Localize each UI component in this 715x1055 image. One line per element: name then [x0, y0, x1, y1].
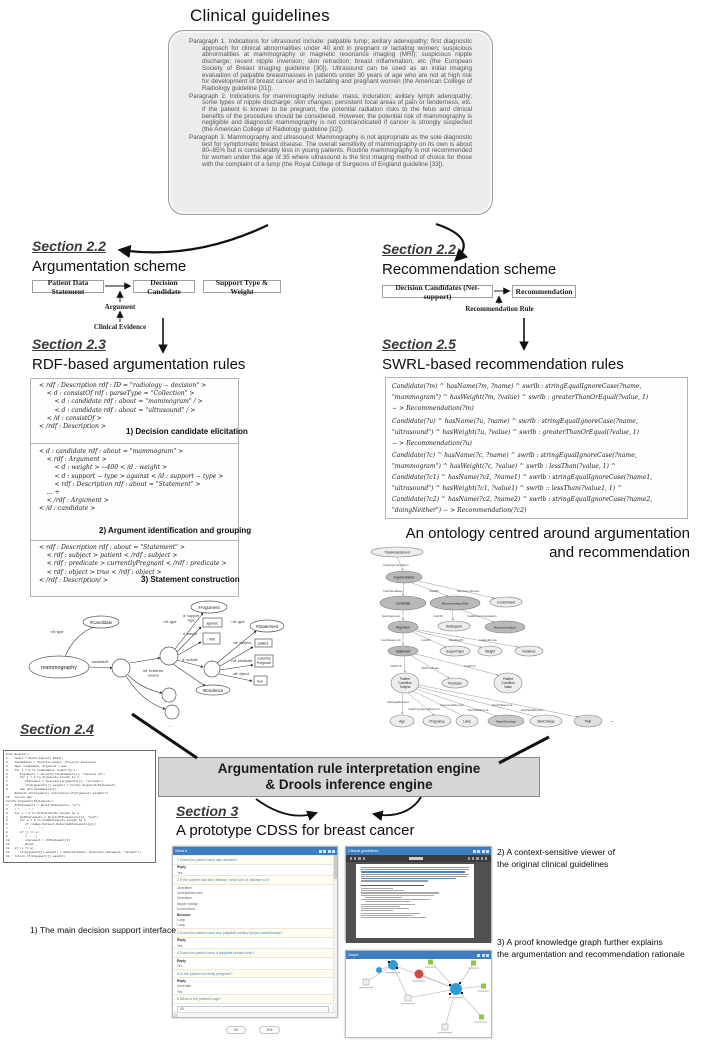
wizard-body [173, 855, 337, 1036]
box-label: Pregnant [256, 661, 272, 665]
edge-label: rdf: type [163, 620, 177, 624]
section-3: Section 3 [176, 803, 239, 819]
proof-graph-edges [366, 962, 484, 1027]
decision-candidate-box: Decision Candidate [133, 280, 195, 293]
answer-option[interactable]: Lump [177, 923, 186, 928]
swrl-line: "mammogram") ^ hasWeight(?c, ?value) ^ swrlb : lessThan(?value, 1) ^ [392, 463, 616, 471]
question-6: 6 What is the patient's age? [173, 994, 333, 1004]
answer-option[interactable]: Unexplained rash [177, 891, 203, 895]
question-1: 1 Does the patient have skin disease? [173, 855, 333, 865]
box-label: against [206, 621, 218, 626]
edge-label: hasEvidence [479, 638, 497, 642]
box-label: true [256, 679, 264, 684]
node-label: Argumentation [393, 575, 415, 580]
because-label: Because [177, 912, 191, 917]
prototype-cdss-title: A prototype CDSS for breast cancer [176, 822, 415, 839]
pseudocode-line: 3 for i = 0 to OrStatements.length by 1 [6, 811, 79, 815]
wizard-vertical-scrollbar[interactable] [333, 855, 337, 1012]
guideline-paragraph-3: Paragraph 3. Mammography and ultrasound: Mammography is not appropriate as the sole diagnostic test for symptomatic breast disease. The overall sensitivity of mammography on its own is about 80–85% but is considerably less in young patients. Routine mammography is not recommended for women under the age of 35 where ultrasound is the first imaging method of choice for those with the complaint of a lump (the Royal College of Surgeons of England guideline [33]). [189, 133, 472, 168]
swrl-line: Candidate(?c1) ^ hasName(?c1, ?name1) ^ swrlb : stringEqualIgnoreCase(?name1, [392, 474, 653, 482]
pseudocode-line: 7 Statement = Selector(Arguments[j], "include") [6, 780, 104, 784]
edge-label: d: support [183, 614, 199, 618]
pseudocode-line: 10 statement = OrStatement[k] [6, 838, 71, 842]
toolbar-left-icons[interactable] [349, 857, 366, 859]
window-buttons[interactable] [471, 850, 489, 853]
swrl-line: "doingNeither") − > Recommendation(?c2) [392, 506, 527, 514]
edge-label: hasST [421, 638, 431, 642]
node-label: Candidate [395, 601, 411, 606]
edge-label: hasPredicate [420, 666, 440, 670]
answer-option[interactable]: Yes [177, 963, 183, 968]
node-label: Value [504, 685, 512, 689]
annotation-2: 2) Argument identification and grouping [99, 526, 252, 535]
node-label: TripleAssessment [384, 550, 410, 555]
pseudocode-line: 10 return map [6, 795, 33, 799]
edge-label: hasCandidate [383, 589, 403, 593]
pseudocode-line: 6 if (Judge.Patient.Data(AndStatements[a])) [6, 823, 97, 827]
pseudocode-line: 6 for j = 0 to Arguments.length by 1 [6, 776, 79, 780]
edge-label: hasNDElement [467, 708, 489, 712]
rdf-code-line: < /d : consistOf > [39, 414, 102, 422]
ok-button[interactable]: OK [226, 1026, 247, 1034]
pseudocode-line: 13 if(Argument[j].weight) = Add(statement, Selector(statement, "weight")) [6, 850, 142, 854]
wizard-horizontal-scrollbar[interactable] [173, 1012, 337, 1017]
viewer-window-header [346, 847, 491, 855]
answer-option[interactable]: Eczematous [177, 907, 196, 912]
recommendation-box: Recommendation [512, 285, 576, 298]
node-label: Evidence [522, 649, 536, 654]
argumentation-scheme-title: Argumentation scheme [32, 258, 187, 275]
wizard-window-title: Wizard [175, 849, 187, 853]
node-label: Predicate [448, 681, 462, 686]
swrl-line: "ultrasound") ^ hasWeight(?u, ?value) ^ swrlb : greaterThanOrEqual(?value, 1) [392, 428, 639, 436]
node-label: Recommendation [494, 625, 516, 630]
proof-graph-window [345, 950, 492, 1038]
clinical-evidence-label: Clinical Evidence [93, 323, 147, 331]
ontology-edges [397, 557, 578, 717]
window-buttons[interactable] [317, 850, 335, 853]
caption-2-line2: the original clinical guidelines [497, 859, 609, 869]
edge-label: consistsOf [91, 660, 109, 664]
edge-label: hasArgument [381, 614, 401, 618]
rdf-divider-1 [31, 443, 238, 444]
node-label: #Candidate [89, 620, 113, 625]
reply-label: Reply [177, 978, 186, 983]
node-label: NippleDischarge [496, 720, 516, 724]
pseudocode-line: 3 Map< Candidate, Argument > map [6, 764, 67, 768]
pseudocode-line: 5 Arguments = Selector(Candidates[i], "consist of") [6, 772, 105, 776]
reply-label: Reply [177, 865, 186, 870]
edge-label: hasPainElement [520, 708, 544, 712]
section-2-4: Section 2.4 [20, 721, 94, 737]
caption-1: 1) The main decision support interface [30, 925, 177, 935]
rdf-code-block-1 [39, 382, 206, 431]
rdf-code-line: < rdf : object > true < /rdf : object > [39, 568, 162, 576]
section-2-5: Section 2.5 [382, 336, 456, 352]
pseudocode-line: 8 if(Arguments[j].weight) = Verify.Argument(Statement) [6, 784, 116, 788]
node-label: Age [399, 719, 405, 724]
clinical-guidelines-title: Clinical guidelines [190, 6, 330, 25]
swrl-line: − > Recommendation(?m) [392, 404, 474, 412]
viewer-window-title: Clinical guidelines [348, 849, 379, 853]
pseudocode-line: 5 for a = 0 to AndStatements.length by 1 [6, 819, 86, 823]
rdf-code-line: < d : weight > −400 < /d : weight > [39, 464, 168, 472]
caption-2-line1: 2) A context-sensitive viewer of [497, 847, 615, 857]
edge-label: rdf: type [50, 630, 64, 634]
swrl-line: Candidate(?u) ^ hasName(?u, ?name) ^ swrlb : stringEqualIgnoreCase(?name, [392, 417, 638, 425]
node-label: NetSupport [445, 624, 463, 629]
rdf-divider-2 [31, 540, 238, 541]
rdf-code-line: < /rdf : Description/ > [39, 576, 108, 584]
rdf-rules-title: RDF-based argumentation rules [32, 356, 246, 373]
swrl-rules-title: SWRL-based recommendation rules [382, 356, 624, 373]
swrl-line: Candidate(?m) ^ hasName(?m, ?name) ^ swrlb : stringEqualIgnoreCase(?name, [392, 383, 642, 390]
ontology-graph [360, 540, 625, 740]
support-type-weight-box: Support Type & Weight [203, 280, 281, 293]
guidelines-box [168, 30, 493, 215]
pseudocode-line: Rule Engine(): [6, 753, 31, 756]
edge-label: hasWeight [448, 638, 464, 642]
question-5: 5 Is the patient currently pregnant? [173, 969, 333, 979]
caption-2 [497, 846, 707, 870]
graph-window-header [346, 951, 491, 959]
pseudocode-line: 11 Break [6, 842, 34, 846]
engine-line1: Argumentation rule interpretation engine [217, 761, 481, 776]
exit-button[interactable]: Exit [259, 1026, 281, 1034]
box-label: currently [257, 656, 271, 661]
edge-label: rdf: type [231, 620, 245, 624]
node-label: Patient [503, 677, 513, 681]
edge-label: hasLumpElement [439, 703, 465, 707]
question-2: 2 If the patient has skin disease, what sort of disease is it? [173, 875, 333, 885]
swrl-line: Candidate(?c2) ^ hasName(?c2, ?name2) ^ swrlb : stringEqualIgnoreCase(?name2, [392, 496, 653, 504]
rdf-instance-graph [20, 595, 320, 735]
rdf-code-line: < d : candidate rdf : about = "mammogram" > [39, 448, 184, 455]
rdf-code-line: < rdf : Description rdf : ID = "radiology − decision" > [39, 382, 207, 389]
node-label: mammography [41, 665, 77, 671]
proof-knowledge-graph[interactable] [346, 959, 491, 1037]
edge-label: hasNS [433, 614, 443, 618]
section-2-2-left: Section 2.2 [32, 238, 106, 254]
node-label: SkinChange [537, 719, 555, 724]
rdf-code-line: < rdf : Description rdf : about = "Statement" > [39, 544, 186, 551]
caption-3-line2: the argumentation and recommendation rationale [497, 949, 685, 959]
swrl-line: "mammogram") ^ hasWeight(?m, ?value) ^ swrlb : greaterThanOrEqual(?value, 1) [392, 393, 649, 401]
pseudocode-line: 7 / * ... * / [6, 827, 45, 831]
arrow-guidelines-to-argumentation [120, 225, 268, 252]
age-input[interactable]: 35 [177, 1006, 329, 1014]
reply-label: Reply [177, 938, 186, 943]
node-label: Pain [584, 719, 592, 724]
guideline-viewer-window [345, 846, 492, 942]
pseudocode-line: 2 / * ... * / [6, 807, 34, 811]
answer-option[interactable]: Nipple change [177, 901, 199, 906]
rdf-code-line: < /rdf : Description > [39, 423, 106, 431]
argument-label: Argument [104, 303, 136, 311]
answer-option[interactable]: Ulceration [177, 896, 192, 901]
viewer-toolbar [346, 855, 491, 862]
node-label: #Argument [198, 605, 220, 610]
question-4: 4 Does the patient have a palpable breast lump? [173, 948, 333, 958]
node-label: Patient [400, 677, 410, 681]
node-label: #Evidence [202, 688, 224, 693]
pseudocode-line: 14 return if(Argument[j].weight) [6, 854, 65, 858]
rdf-code-block-2 [39, 448, 223, 514]
pseudocode-line: 8 if (j == a) [6, 831, 39, 835]
edge-label: hasStatement [381, 638, 401, 642]
node-label: Statement [395, 649, 411, 654]
wizard-window-header [173, 847, 337, 855]
answer-option[interactable]: Yes [177, 989, 183, 994]
section-2-2-right: Section 2.2 [382, 241, 456, 257]
pseudocode-line: 9 map.put(Candidate[i]) [6, 788, 57, 792]
node-label: Argument [396, 625, 410, 630]
swrl-code-box [385, 377, 688, 519]
answer-option[interactable]: Ulceration [177, 885, 192, 890]
edge-label: -source [147, 673, 159, 678]
engine-line2: & Drools inference engine [265, 777, 433, 792]
rdf-code-line: < /d : candidate > [39, 505, 96, 513]
edge-label: hasRecommendation [467, 614, 497, 618]
edge-label: rdf: predicate [231, 659, 253, 663]
pseudocode-line: 2 Candidates = Selector(model, Property.decision) [6, 760, 97, 764]
rdf-code-line: < rdf : predicate > currentlyPregnant < /rdf : predicate > [39, 560, 227, 568]
edge-label: hasSCElement [491, 703, 513, 707]
edge-label: rdf: evidence [142, 669, 164, 673]
patient-data-statement-box: Patient Data Statement [32, 280, 104, 293]
page-indicator [409, 857, 423, 859]
edge-label: d: weight [182, 632, 198, 636]
edge-label: hasPCV [464, 664, 476, 668]
node-label: Subject [399, 685, 411, 689]
box-label: - 400 [207, 637, 215, 642]
edge-label: hasRR [429, 589, 439, 593]
guideline-paragraph-2: Paragraph 2. Indications for mammography include: mass; induration; axillary lymph adenopathy; some types of nipple discharge; skin changes; persistent focal areas of pain or tenderness, etc. If the patient is known to be pregnant, the potential radiation risks to the fetus and clinical benefits of the procedure should be considered. However, the potential risk of mammography is negligible and diagnostic mammography is not contraindicated if cancer is strongly suspected (the American College of Radiology guideline [32]). [189, 92, 472, 134]
rdf-code-line: ... + [39, 489, 60, 497]
edge-label: d: include [182, 658, 198, 662]
caption-3 [497, 936, 712, 960]
arrow-engine-to-section3-left [256, 799, 316, 816]
pseudocode-line: 12 if (s == a) [6, 846, 34, 850]
node-label: Condition [398, 681, 412, 685]
pseudocode-line: 9 { ... } [6, 835, 38, 839]
answer-option[interactable]: Yes [177, 943, 183, 948]
rdf-code-line: < rdf : Argument > [39, 456, 107, 464]
ontology-heading-line2: and recommendation [549, 544, 690, 561]
recommendation-rule-label: Recommendation Rule [465, 305, 534, 313]
answer-option[interactable]: Uncertain [177, 984, 192, 989]
annotation-3: 3) Statement construction [141, 575, 240, 584]
recommendation-scheme-title: Recommendation scheme [382, 261, 557, 278]
rdf-code-line: < rdf : subject > patient < /rdf : subject > [39, 552, 178, 560]
caption-3-line1: 3) A proof knowledge graph further explains [497, 937, 663, 947]
node-label: Condition [501, 681, 515, 685]
wizard-buttons-row [173, 1018, 333, 1036]
ontology-heading-line1: An ontology centred around argumentation [405, 525, 690, 542]
inference-engine-box [158, 757, 540, 797]
rdf-code-line: < /rdf : Argument > [39, 497, 109, 505]
edge-label: hasCommitment [456, 589, 480, 593]
rdf-code-box [30, 378, 252, 597]
edge-label: hasPregnancyElement [408, 707, 440, 711]
ellipsis-label: .... [168, 724, 172, 728]
annotation-1: 1) Decision candidate elicitation [126, 427, 248, 436]
pseudocode-line: 1 model = Model.Factory.Read() [6, 756, 64, 760]
node-label: Commitment [496, 600, 516, 605]
guideline-paragraph-1: Paragraph 1. Indications for ultrasound include: palpable lump; axillary adenopathy; first diagnostic approach for clinical abnormalities under 40 and in pregnant or lactating women; suspicious abnormalities at mammography or magnetic resonance imaging (MRI); suspicious nipple discharge; recent nipple inversion; skin retraction; breast inflammation, etc (the European Society of Breast Imaging guideline [30]). Ultrasound can be used as an initial imaging evaluation of palpable breastmasses in patients under 30 years of age who are not at high risk for development of breast cancer and in lactating and pregnant women (the American College of Radiology guideline [31]). [189, 38, 472, 92]
edge-label: hasAgeElement [387, 700, 409, 704]
document-area[interactable] [346, 862, 491, 943]
toolbar-right-icons[interactable] [467, 857, 488, 859]
answer-option[interactable]: Yes [177, 870, 183, 875]
reply-label: Reply [177, 958, 186, 963]
node-label: Lump [463, 719, 471, 724]
arrow-engine-to-section3-right [374, 797, 421, 815]
edge-label: -type [187, 618, 195, 623]
ellipsis-label: — [610, 719, 614, 724]
rdf-code-line: < d : consistOf rdf : parseType = "Collection" > [39, 390, 195, 398]
document-page [356, 864, 474, 938]
graph-window-title: Graph [348, 953, 359, 957]
edge-label: rdf: subject [233, 641, 251, 645]
rule-engine-pseudocode-box [3, 750, 156, 863]
section-2-3: Section 2.3 [32, 336, 106, 352]
rdf-code-line: < d : candidate rdf : about = "mammogram" / > [39, 398, 203, 406]
rdf-code-line: < rdf : Description rdf : about = "Statement" > [39, 480, 201, 488]
pseudocode-line: 4 AndStatements = Split(OrStatements[i], "and") [6, 815, 98, 819]
swrl-line: − > Recommendation(?u) [392, 439, 472, 447]
node-label: Pregnancy [429, 719, 445, 724]
answer-option[interactable]: Lump [177, 917, 186, 922]
window-buttons[interactable] [476, 954, 490, 957]
pseudocode-line: 4 for i = 0 to Candidates.length by 1 [6, 768, 76, 772]
rdf-code-line: < d : support − type > against < /d : support − type > [39, 472, 224, 480]
rdf-code-line: < d : candidate rdf : about = "ultrasound" / > [39, 406, 196, 414]
decision-candidates-netsupport-box: Decision Candidates (Net-support) [382, 285, 493, 298]
swrl-line: "ultrasound") ^ hasWeight(?c1, ?value1) ^ swrlb :: lessThan(?value1, 1) ^ [392, 485, 623, 493]
node-label: SupportType [445, 649, 465, 654]
edge-label: rdf: object [233, 672, 249, 676]
swrl-line: Candidate(?c) ^ hasName(?c, ?name) ^ swrlb : stringEqualIgnoreCase(?name, [392, 452, 637, 460]
edge-label: hasPCS [390, 664, 402, 668]
pseudocode-line: Default.if(Argument).Calculated.if(Argument).weight(t) [6, 792, 109, 796]
pseudocode-line: 1 OrStatements = Split(Statements, "or") [6, 803, 81, 807]
node-label: #Statement [255, 624, 279, 629]
node-label: Weight [485, 649, 495, 654]
node-label: RecommendationRule [441, 602, 469, 606]
question-3: 3 Does the patient have any palpable axillary lymph nodes/lumps? [173, 928, 333, 938]
box-label: patient [257, 641, 269, 646]
pseudocode-line: Verify.Argument(Statements): [6, 799, 55, 803]
edge-label: hasArgumentation [383, 563, 409, 567]
